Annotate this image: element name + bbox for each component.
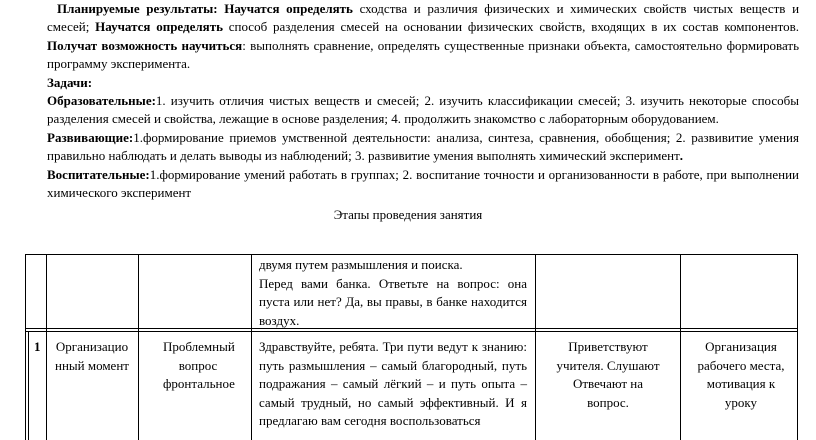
planned-results-label: Планируемые результаты: [57,1,218,16]
learn-define-text: способ разделения смесей на основании физических свойств, входящих в их состав компонентов. [228,19,800,35]
educational-label: Образовательные: [47,93,156,109]
educational-text: 1. изучить отличия чистых веществ и смесей; 2. изучить классификации смесей; 3. изучить некоторые способы разделения смесей и свойства, лежащие в основе разделения; 4. продолжить знакомство с лабораторным оборудованием. [47,93,799,127]
learn-define-label-2: Научатся определять [95,19,223,35]
tasks-heading [47,74,799,92]
developing-paragraph [47,129,799,166]
educational-paragraph [47,92,799,129]
teacher-activity-cell: Здравствуйте, ребята. Три пути ведут к знанию: путь размышления – самый благородный, путь подражания – самый лёгкий – и путь опыта – самый трудный, но самый эффективный. И я предлагаю вам сегодня воспользоваться [259,339,527,428]
continued-teacher-line-2: Перед вами банка. Ответьте на вопрос: она пуста или нет? Да, вы правы, в банке находится воздух. [259,275,527,328]
student-activity-cell: Приветствуют учителя. Слушают Отвечают на вопрос. [556,339,660,410]
table-col-line-3 [251,254,252,440]
opportunity-text: : выполнять сравнение, определять существенные признаки объекта, самостоятельно формировать программу эксперимента. [47,37,800,72]
developing-label: Развивающие: [47,129,134,145]
upbringing-label: Воспитательные: [47,166,150,182]
upbringing-paragraph [47,166,799,203]
table-col-line-5 [680,254,681,440]
continued-teacher-cell [259,256,527,330]
planned-results-paragraph [47,0,799,74]
method-cell: Проблемный вопрос фронтальное [163,339,235,391]
table-col-line-4 [535,254,536,440]
learn-define-label-1: Научатся определять [224,1,353,16]
table-border-top [25,254,798,255]
continued-teacher-line-1: двумя путем размышления и поиска. [259,257,463,272]
table-row-divider-inner [25,331,798,332]
table-col-line-6 [797,254,798,440]
tasks-label: Задачи: [47,74,93,90]
stage-name-cell: Организационный момент [55,339,129,373]
developing-text: 1.формирование приемов умственной деятельности: анализа, синтеза, сравнения, обобщения; 2. развивитие умения правильно наблюдать и делать выводы из наблюдений; 3. развивитие умения выполнять химический эксперимент [47,129,799,164]
lesson-intro [47,0,799,202]
developing-dot: . [679,148,684,164]
table-col-line-0b [28,331,29,440]
opportunity-label: Получат возможность научиться [47,37,243,53]
table-col-line-2 [138,254,139,440]
stages-caption: Этапы проведения занятия [333,207,483,222]
result-cell: Организация рабочего места, мотивация к уроку [697,339,785,410]
table-col-line-0 [25,254,26,440]
planned-results-text: сходства и различия физических и химических свойств чистых веществ и смесей; [47,1,800,35]
row-number: 1 [34,339,41,354]
lesson-stages-table [25,254,798,440]
table-col-line-1 [46,254,47,440]
upbringing-text: 1.формирование умений работать в группах; 2. воспитание точности и организованности в работе, при выполнении химического эксперимент [47,166,799,201]
